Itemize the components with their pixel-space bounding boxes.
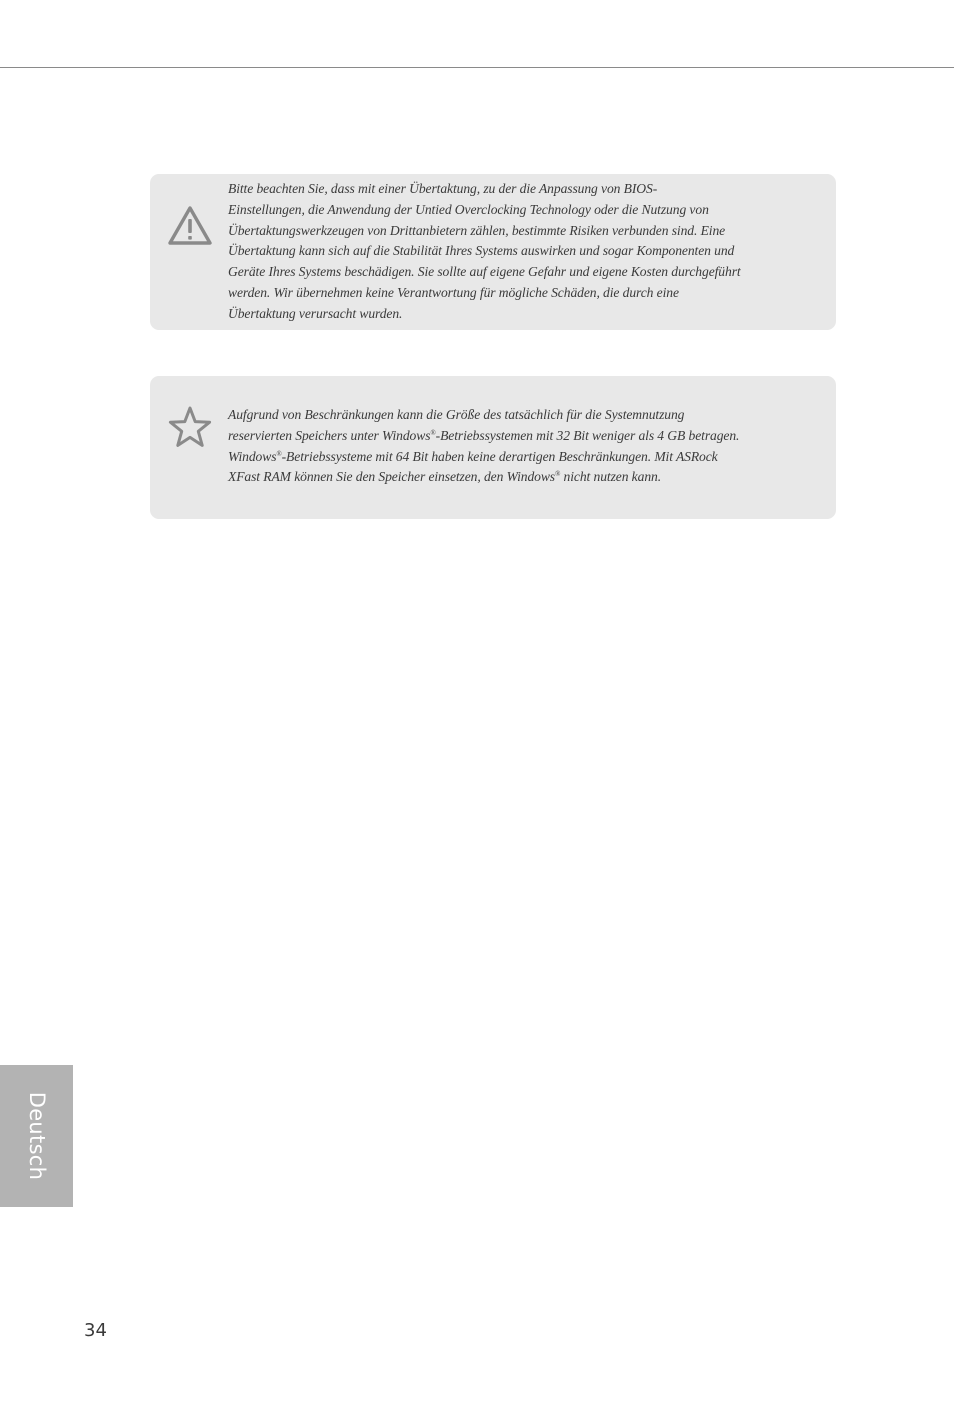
warning-text-line: Einstellungen, die Anwendung der Untied Overclocking Technology oder die Nutzung von [228, 201, 709, 217]
note-text-line: XFast RAM können Sie den Speicher einsetzen, den Windows® nicht nutzen kann. [228, 469, 662, 485]
note-text-line: reservierten Speichers unter Windows®-Betriebssystemen mit 32 Bit weniger als 4 GB betragen. [228, 427, 740, 443]
warning-text-line: Übertaktungswerkzeugen von Drittanbietern zählen, bestimmte Risiken verbunden sind. Eine [228, 222, 726, 238]
warning-text-line: werden. Wir übernehmen keine Verantwortung für mögliche Schäden, die durch eine [228, 284, 679, 300]
note-text [228, 405, 788, 488]
registered-mark: ® [276, 449, 282, 458]
star-icon [166, 404, 214, 455]
warning-text-line: Übertaktung verursacht wurden. [228, 305, 403, 321]
warning-box [150, 174, 836, 330]
language-tab-label: Deutsch [25, 1091, 49, 1181]
registered-mark: ® [555, 470, 561, 479]
note-box [150, 376, 836, 519]
warning-triangle-icon [166, 203, 214, 252]
warning-text [228, 179, 788, 325]
note-text-line: Aufgrund von Beschränkungen kann die Größe des tatsächlich für die Systemnutzung [228, 407, 685, 422]
warning-text-line: Übertaktung kann sich auf die Stabilität Ihres Systems auswirken und sogar Komponenten und [228, 243, 735, 259]
note-text-line: Windows®-Betriebssysteme mit 64 Bit haben keine derartigen Beschränkungen. Mit ASRock [228, 448, 718, 464]
header-rule [0, 67, 954, 68]
warning-text-line: Geräte Ihres Systems beschädigen. Sie sollte auf eigene Gefahr und eigene Kosten durchgeführt [228, 264, 741, 280]
registered-mark: ® [430, 428, 436, 437]
language-tab [0, 1065, 73, 1207]
page-number: 34 [84, 1320, 107, 1341]
warning-text-line: Bitte beachten Sie, dass mit einer Übertaktung, zu der die Anpassung von BIOS- [228, 181, 658, 196]
